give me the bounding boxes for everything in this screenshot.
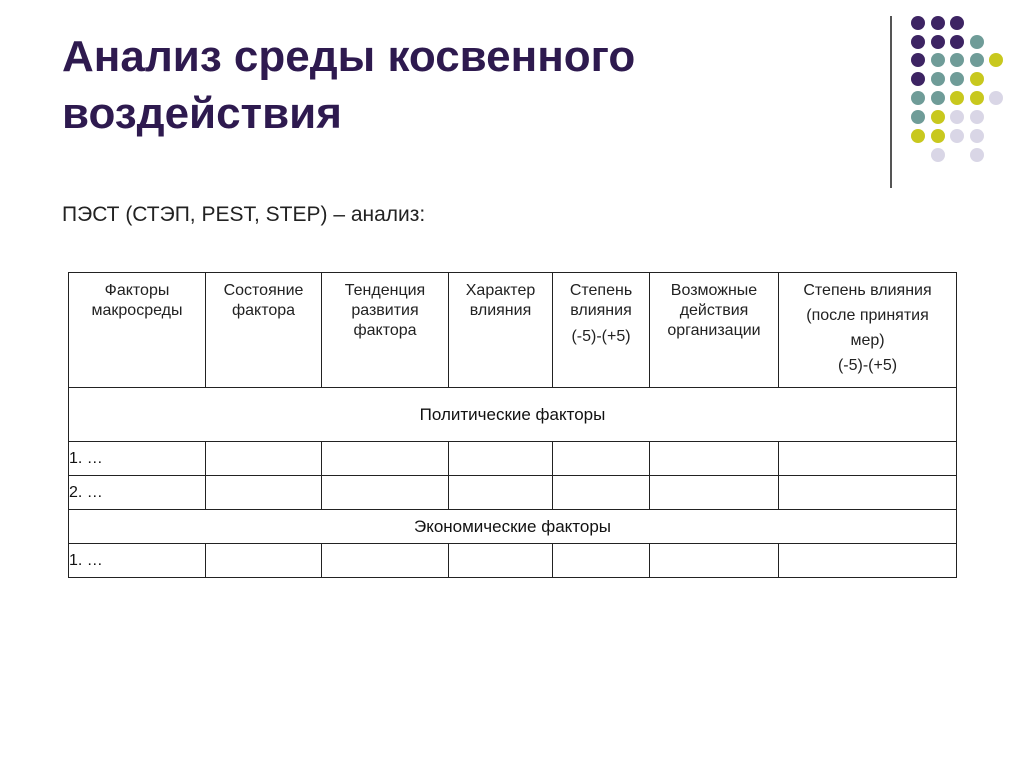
decorative-dot: [931, 91, 945, 105]
table-cell: [322, 442, 449, 476]
decorative-dot: [950, 53, 964, 67]
decorative-divider-line: [890, 16, 892, 188]
decorative-dot: [931, 72, 945, 86]
decorative-dot: [931, 129, 945, 143]
table-cell: [779, 544, 957, 578]
decorative-dot: [950, 35, 964, 49]
pest-analysis-table: [68, 272, 957, 578]
table-cell: [449, 476, 553, 510]
decorative-dot: [989, 53, 1003, 67]
decorative-dot: [931, 148, 945, 162]
decorative-dot: [911, 72, 925, 86]
decorative-dot: [931, 110, 945, 124]
table-cell: [650, 442, 779, 476]
table-cell: [449, 442, 553, 476]
decorative-dot: [970, 35, 984, 49]
table-cell: [650, 476, 779, 510]
decorative-dot: [970, 110, 984, 124]
section-row-economic: [69, 510, 957, 544]
table-cell: [206, 442, 322, 476]
decorative-dot: [950, 91, 964, 105]
table-cell: [449, 544, 553, 578]
row-number: 1. …: [69, 442, 206, 476]
decorative-dot: [970, 53, 984, 67]
decorative-dot: [970, 72, 984, 86]
decorative-dot: [989, 91, 1003, 105]
decorative-dot: [970, 91, 984, 105]
header-cell: Тенденция развития фактора: [322, 273, 449, 388]
decorative-dot: [970, 148, 984, 162]
section-row-political: [69, 388, 957, 442]
row-number: 1. …: [69, 544, 206, 578]
decorative-dot: [911, 129, 925, 143]
table-cell: [553, 544, 650, 578]
table-header-row: [69, 273, 957, 388]
decorative-dot: [970, 129, 984, 143]
header-cell: Характер влияния: [449, 273, 553, 388]
header-cell: Факторы макросреды: [69, 273, 206, 388]
decorative-dot: [911, 91, 925, 105]
header-cell: Степень влияния (после принятия мер) (-5)-(+5): [779, 273, 957, 388]
section-label-economic: Экономические факторы: [69, 510, 957, 544]
table-cell: [553, 476, 650, 510]
table-cell: [206, 476, 322, 510]
decorative-dot: [950, 110, 964, 124]
decorative-dot: [931, 16, 945, 30]
header-cell: Возможные действия организации: [650, 273, 779, 388]
table-cell: [553, 442, 650, 476]
table-cell: [779, 476, 957, 510]
decorative-dot: [911, 35, 925, 49]
table-cell: [206, 544, 322, 578]
decorative-dot: [931, 53, 945, 67]
decorative-dot: [931, 35, 945, 49]
slide-subtitle: ПЭСТ (СТЭП, PEST, STEP) – анализ:: [62, 203, 426, 226]
slide-title: Анализ среды косвенного воздействия: [62, 32, 636, 138]
table-cell: [322, 476, 449, 510]
decorative-dot: [911, 110, 925, 124]
decorative-dot: [911, 53, 925, 67]
table-row: [69, 442, 957, 476]
section-label-political: Политические факторы: [69, 388, 957, 442]
table-cell: [779, 442, 957, 476]
header-cell: Степень влияния (-5)-(+5): [553, 273, 650, 388]
decorative-dot: [950, 16, 964, 30]
decorative-dot: [950, 129, 964, 143]
table-cell: [322, 544, 449, 578]
decorative-dot: [950, 72, 964, 86]
table-row: [69, 544, 957, 578]
row-number: 2. …: [69, 476, 206, 510]
table-cell: [650, 544, 779, 578]
decorative-dot: [911, 16, 925, 30]
header-cell: Состояние фактора: [206, 273, 322, 388]
table-row: [69, 476, 957, 510]
